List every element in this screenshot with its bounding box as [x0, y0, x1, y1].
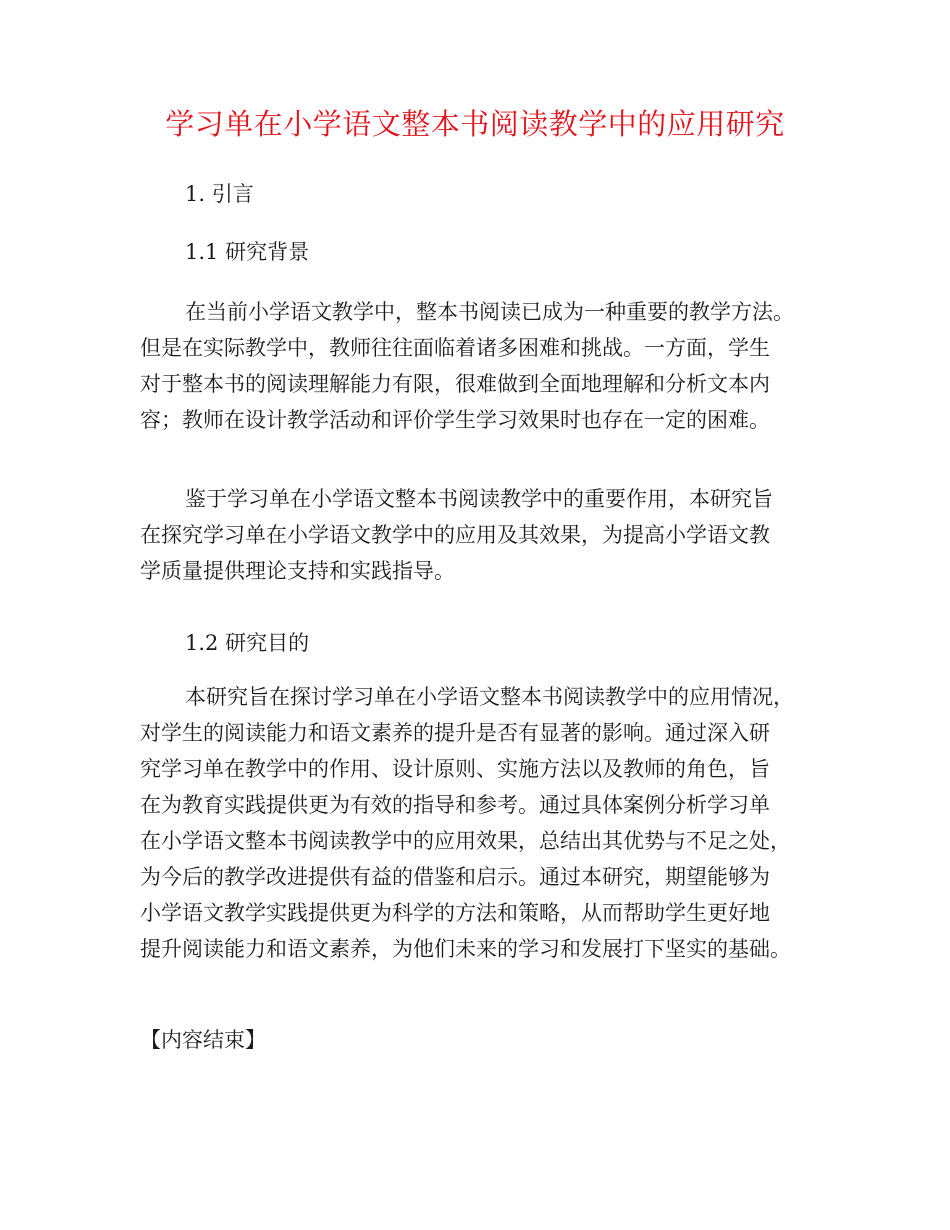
paragraph-line: 对学生的阅读能力和语文素养的提升是否有显著的影响。通过深入研 — [140, 721, 770, 745]
section-heading-background: 1.1 研究背景 — [185, 240, 310, 264]
section-heading-intro: 1. 引言 — [185, 182, 254, 206]
paragraph-line: 学质量提供理论支持和实践指导。 — [140, 559, 455, 583]
paragraph-line: 究学习单在教学中的作用、设计原则、实施方法以及教师的角色，旨 — [140, 757, 770, 781]
paragraph-significance — [140, 481, 840, 589]
paragraph-line: 小学语文教学实践提供更为科学的方法和策略，从而帮助学生更好地 — [140, 901, 770, 925]
document-title: 学习单在小学语文整本书阅读教学中的应用研究 — [165, 107, 785, 141]
paragraph-line: 在小学语文整本书阅读教学中的应用效果，总结出其优势与不足之处， — [140, 829, 791, 853]
paragraph-line: 在当前小学语文教学中，整本书阅读已成为一种重要的教学方法。 — [185, 300, 794, 324]
paragraph-line: 容；教师在设计教学活动和评价学生学习效果时也存在一定的困难。 — [140, 408, 770, 432]
paragraph-line: 提升阅读能力和语文素养，为他们未来的学习和发展打下坚实的基础。 — [140, 937, 791, 961]
paragraph-line: 鉴于学习单在小学语文整本书阅读教学中的重要作用，本研究旨 — [185, 487, 773, 511]
paragraph-line: 本研究旨在探讨学习单在小学语文整本书阅读教学中的应用情况， — [185, 685, 794, 709]
paragraph-line: 在为教育实践提供更为有效的指导和参考。通过具体案例分析学习单 — [140, 793, 770, 817]
paragraph-line: 对于整本书的阅读理解能力有限，很难做到全面地理解和分析文本内 — [140, 372, 770, 396]
paragraph-line: 但是在实际教学中，教师往往面临着诸多困难和挑战。一方面，学生 — [140, 336, 770, 360]
paragraph-background — [140, 294, 840, 438]
paragraph-line: 为今后的教学改进提供有益的借鉴和启示。通过本研究，期望能够为 — [140, 865, 770, 889]
end-of-content-mark: 【内容结束】 — [140, 1028, 266, 1052]
paragraph-line: 在探究学习单在小学语文教学中的应用及其效果，为提高小学语文教 — [140, 523, 770, 547]
section-heading-purpose: 1.2 研究目的 — [185, 631, 310, 655]
paragraph-purpose — [140, 679, 840, 967]
